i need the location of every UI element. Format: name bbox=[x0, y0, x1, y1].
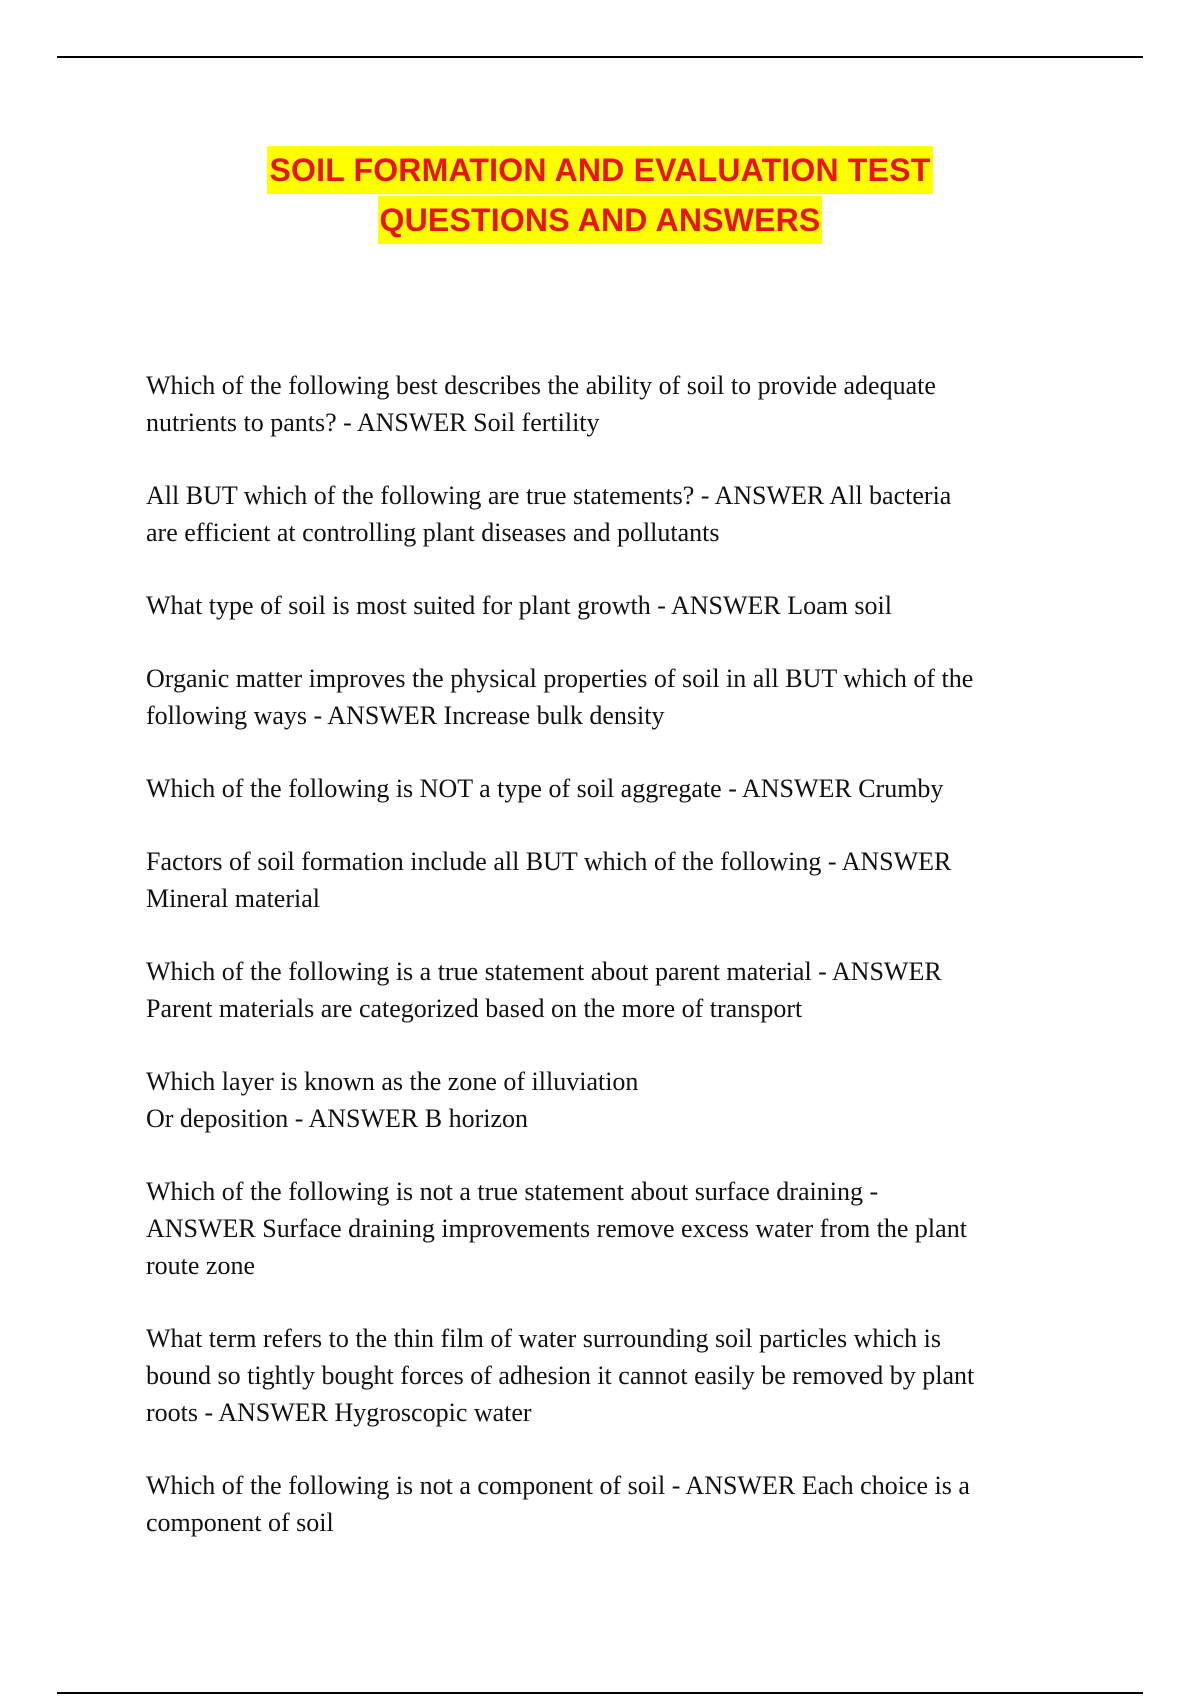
qa-item: Which of the following is not a true statement about surface draining - ANSWER Surface draining improvements remove excess water from the plant route zone bbox=[146, 1177, 967, 1280]
title-line-2: QUESTIONS AND ANSWERS bbox=[378, 196, 823, 244]
qa-item: Which of the following is NOT a type of soil aggregate - ANSWER Crumby bbox=[146, 774, 944, 803]
qa-item: Organic matter improves the physical properties of soil in all BUT which of the following ways - ANSWER Increase bulk density bbox=[146, 664, 974, 730]
qa-item: Which layer is known as the zone of illuviation Or deposition - ANSWER B horizon bbox=[146, 1067, 639, 1133]
qa-item: Which of the following is not a component of soil - ANSWER Each choice is a component of soil bbox=[146, 1471, 970, 1537]
qa-item: What term refers to the thin film of water surrounding soil particles which is bound so tightly bought forces of adhesion it cannot easily be removed by plant roots - ANSWER Hygroscopic water bbox=[146, 1324, 975, 1427]
qa-list bbox=[146, 367, 1066, 1577]
qa-item: All BUT which of the following are true statements? - ANSWER All bacteria are efficient at controlling plant diseases and pollutants bbox=[146, 481, 952, 547]
qa-item: What type of soil is most suited for plant growth - ANSWER Loam soil bbox=[146, 591, 892, 620]
title-line-1: SOIL FORMATION AND EVALUATION TEST bbox=[267, 146, 932, 194]
qa-item: Factors of soil formation include all BUT which of the following - ANSWER Mineral material bbox=[146, 847, 952, 913]
qa-item: Which of the following best describes the ability of soil to provide adequate nutrients to pants? - ANSWER Soil fertility bbox=[146, 371, 936, 437]
document-title bbox=[0, 146, 1200, 246]
top-rule bbox=[57, 56, 1143, 58]
bottom-rule bbox=[57, 1692, 1143, 1694]
qa-item: Which of the following is a true statement about parent material - ANSWER Parent materials are categorized based on the more of transport bbox=[146, 957, 942, 1023]
